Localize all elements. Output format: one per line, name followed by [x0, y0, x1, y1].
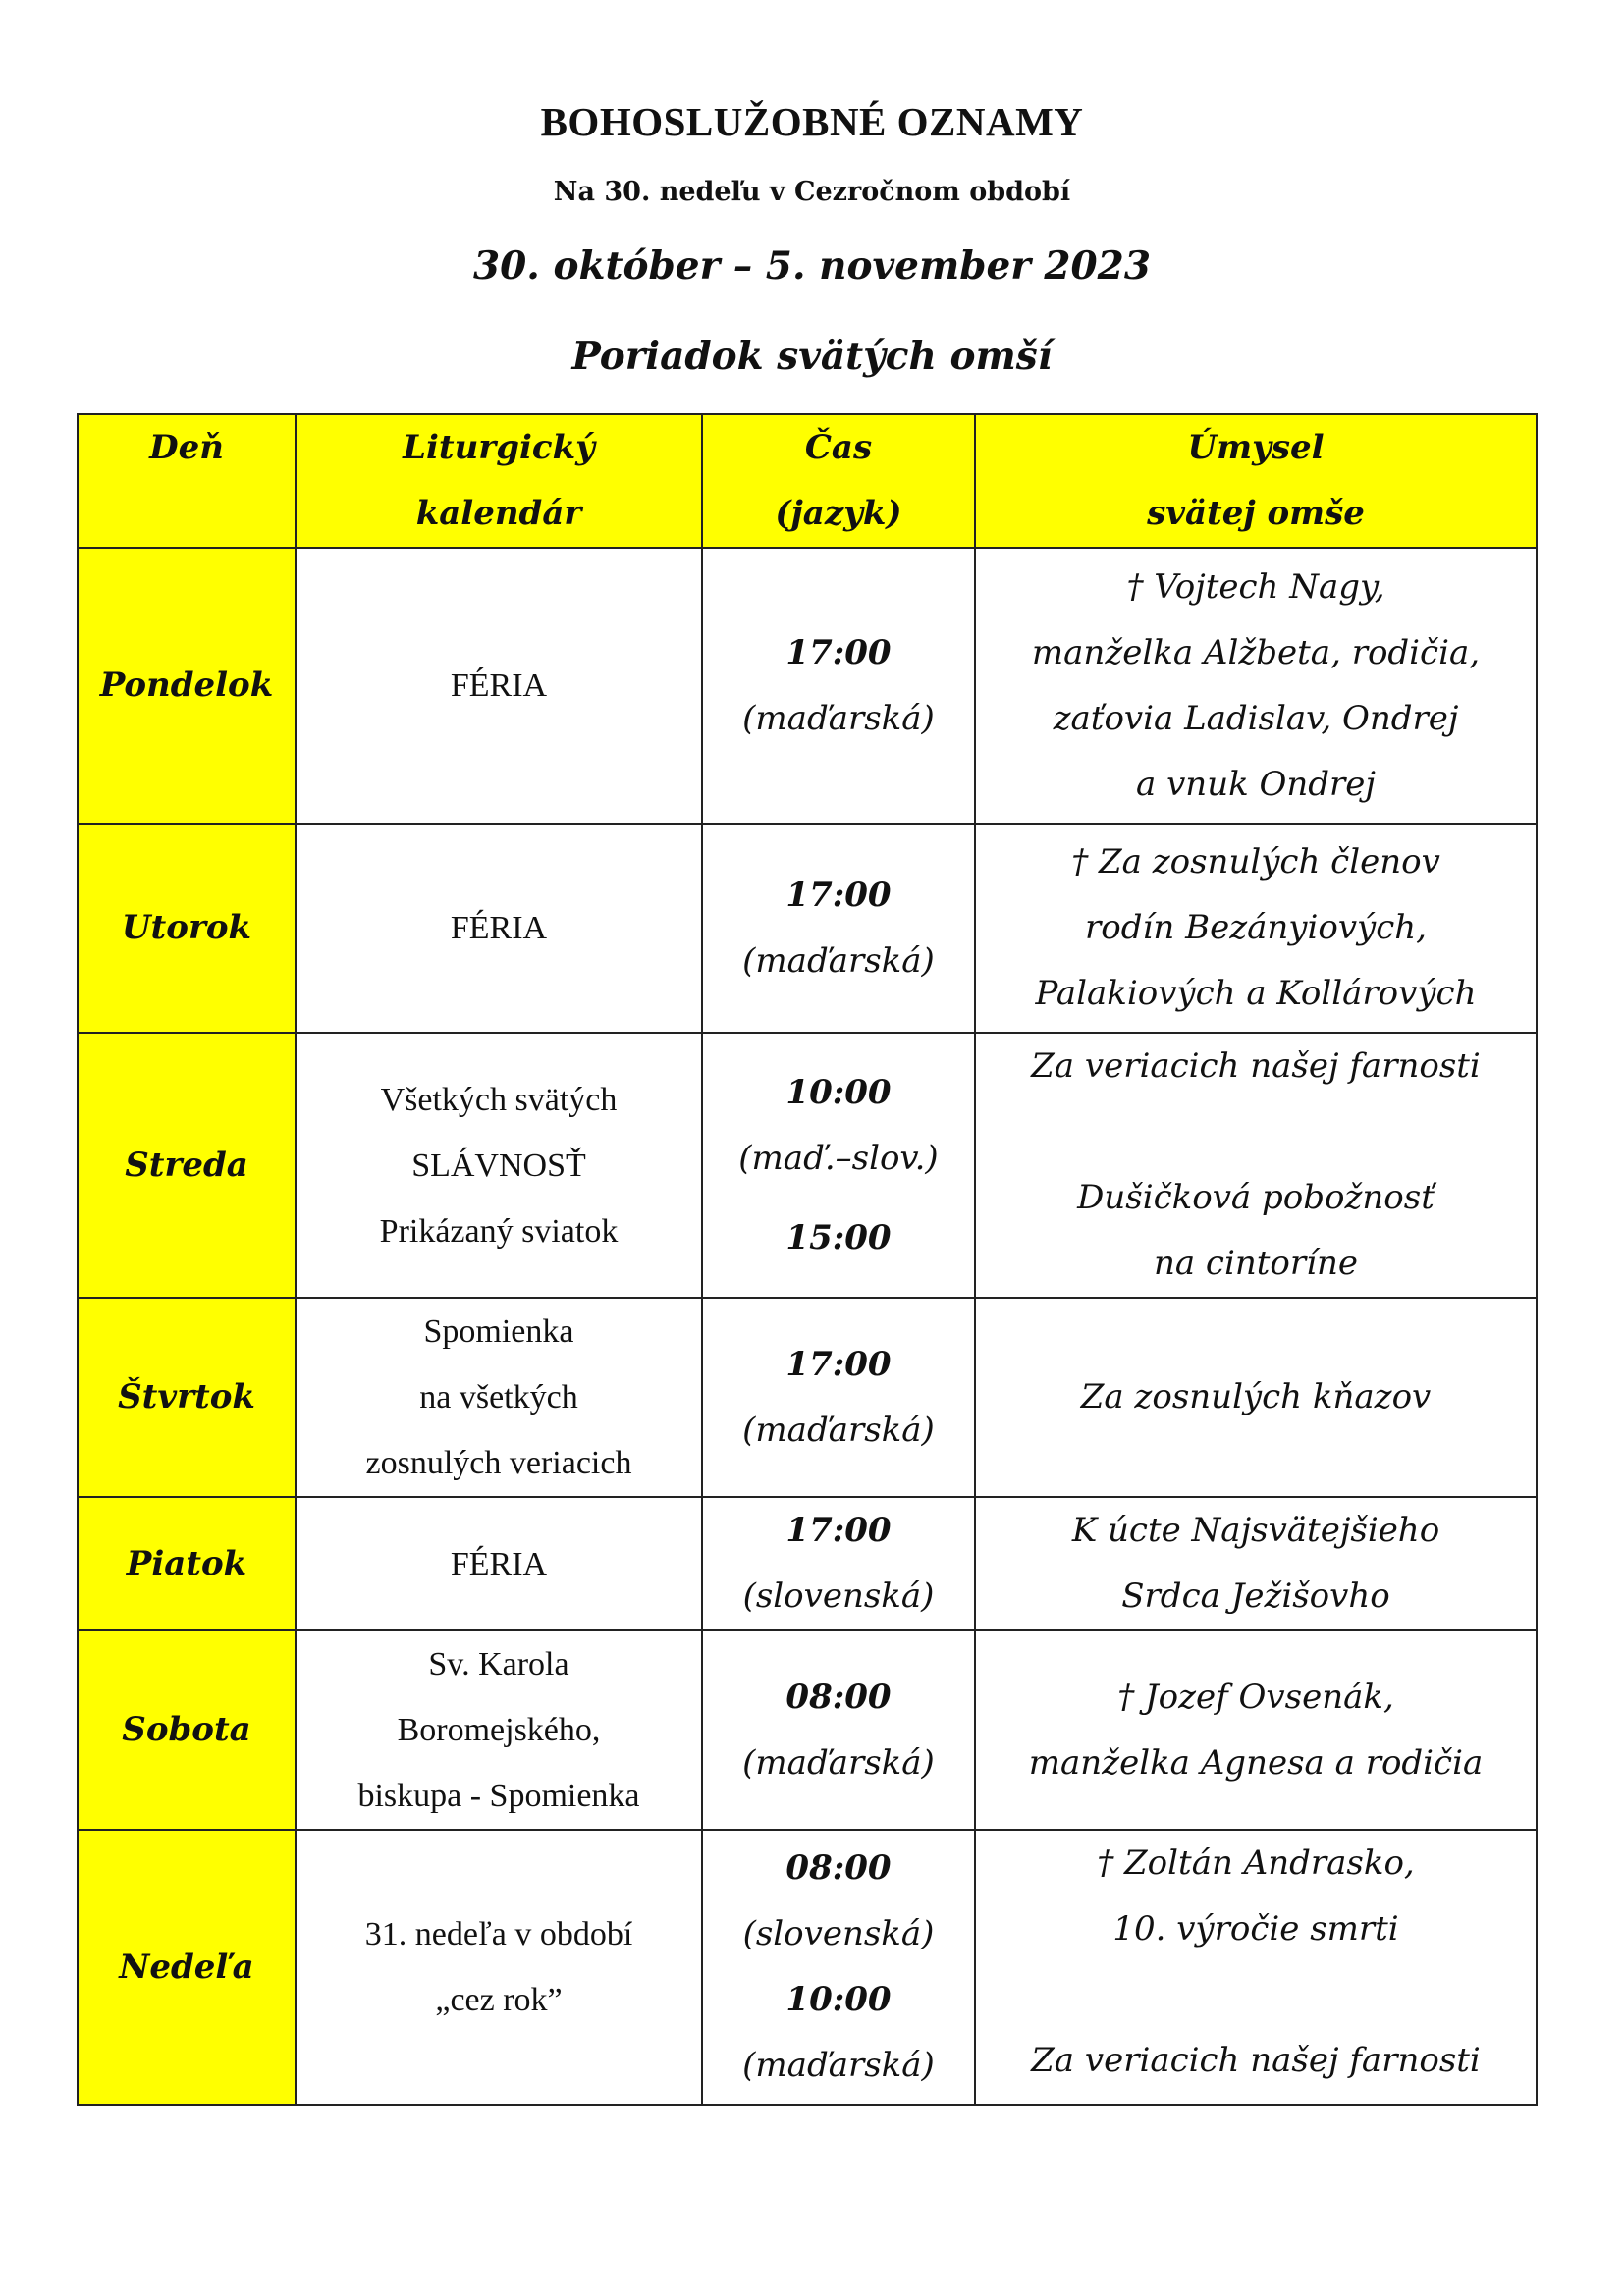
date-range: 30. október – 5. november 2023	[473, 243, 1151, 289]
header-time: Čas (jazyk)	[702, 414, 975, 548]
time-cell: 08:00 (slovenská) 10:00 (maďarská)	[702, 1830, 975, 2105]
time-cell: 17:00 (maďarská)	[702, 548, 975, 824]
liturgical-cell: Sv. Karola Boromejského, biskupa - Spomienka	[296, 1630, 702, 1830]
table-row	[78, 1497, 1537, 1630]
table-row	[78, 1630, 1537, 1830]
time-cell: 17:00 (maďarská)	[702, 1298, 975, 1497]
time-cell: 08:00 (maďarská)	[702, 1630, 975, 1830]
table-row	[78, 1830, 1537, 2105]
table-row	[78, 1033, 1537, 1298]
intention-cell: † Zoltán Andrasko, 10. výročie smrti Za veriacich našej farnosti	[975, 1830, 1537, 2105]
liturgical-cell: 31. nedeľa v období „cez rok”	[296, 1830, 702, 2105]
table-row	[78, 824, 1537, 1033]
table-row	[78, 548, 1537, 824]
day-cell: Štvrtok	[78, 1298, 296, 1497]
intention-cell: † Vojtech Nagy, manželka Alžbeta, rodičia, zaťovia Ladislav, Ondrej a vnuk Ondrej	[975, 548, 1537, 824]
time-cell: 10:00 (maď.–slov.) 15:00	[702, 1033, 975, 1298]
day-cell: Utorok	[78, 824, 296, 1033]
page-title: BOHOSLUŽOBNÉ OZNAMY	[540, 99, 1084, 144]
intention-cell: Za zosnulých kňazov	[975, 1298, 1537, 1497]
header-intention: Úmysel svätej omše	[975, 414, 1537, 548]
day-cell: Pondelok	[78, 548, 296, 824]
mass-schedule-table	[77, 413, 1538, 2106]
page-subtitle: Na 30. nedeľu v Cezročnom období	[553, 177, 1071, 207]
section-title: Poriadok svätých omší	[571, 334, 1053, 379]
day-cell: Streda	[78, 1033, 296, 1298]
table-row	[78, 1298, 1537, 1497]
day-cell: Piatok	[78, 1497, 296, 1630]
intention-cell: Za veriacich našej farnosti Dušičková pobožnosť na cintoríne	[975, 1033, 1537, 1298]
liturgical-cell: Všetkých svätých SLÁVNOSŤ Prikázaný sviatok	[296, 1033, 702, 1298]
header-liturgical: Liturgický kalendár	[296, 414, 702, 548]
liturgical-cell: FÉRIA	[296, 1497, 702, 1630]
liturgical-cell: FÉRIA	[296, 824, 702, 1033]
time-cell: 17:00 (maďarská)	[702, 824, 975, 1033]
day-cell: Nedeľa	[78, 1830, 296, 2105]
header-day: Deň	[78, 414, 296, 548]
intention-cell: K úcte Najsvätejšieho Srdca Ježišovho	[975, 1497, 1537, 1630]
table-header-row	[78, 414, 1537, 548]
day-cell: Sobota	[78, 1630, 296, 1830]
time-cell: 17:00 (slovenská)	[702, 1497, 975, 1630]
liturgical-cell: FÉRIA	[296, 548, 702, 824]
liturgical-cell: Spomienka na všetkých zosnulých veriacich	[296, 1298, 702, 1497]
intention-cell: † Za zosnulých členov rodín Bezányiových, Palakiových a Kollárových	[975, 824, 1537, 1033]
intention-cell: † Jozef Ovsenák, manželka Agnesa a rodičia	[975, 1630, 1537, 1830]
